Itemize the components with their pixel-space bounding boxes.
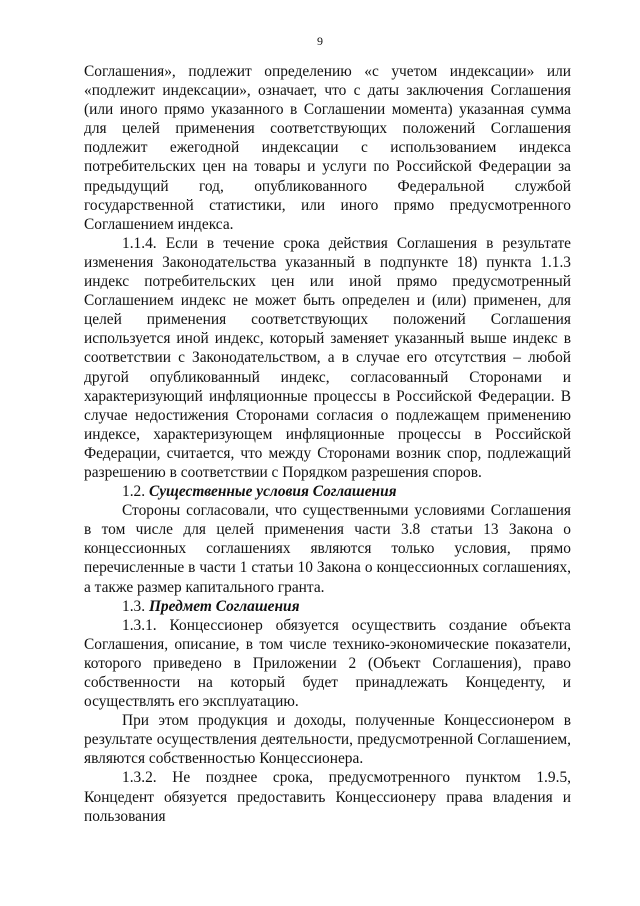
section-title: Предмет Соглашения xyxy=(148,597,300,615)
paragraph-essential-conditions: Стороны согласовали, что существенными условиями Соглашения в том числе для целей применения части 3.8 статьи 13 Закона о концессионных соглашениях являются только условия, прямо перечисленные в части 1 статьи 10 Закона о концессионных соглашениях, а также размер капитального гранта. xyxy=(84,502,571,596)
section-heading-1-3 xyxy=(84,597,571,616)
page-number: 9 xyxy=(317,34,323,48)
paragraph-products-income: При этом продукция и доходы, полученные Концессионером в результате осуществления деятельности, предусмотренной Соглашением, являются собственностью Концессионера. xyxy=(84,712,571,768)
section-number: 1.2. xyxy=(122,483,146,501)
section-heading-1-2 xyxy=(84,482,571,501)
paragraph-1-1-4: 1.1.4. Если в течение срока действия Соглашения в результате изменения Законодательства указанный в подпункте 18) пункта 1.1.3 индекс потребительских цен или иной прямо предусмотренный Соглашением индекс не может быть определен и (или) применен, для целей применения соответствующих положений Соглашения используется иной индекс, который заменяет указанный выше индекс в соответствии с Законодательством, а в случае его отсутствия – любой другой опубликованный индекс, согласованный Сторонами и характеризующий инфляционные процессы в Российской Федерации. В случае недостижения Сторонами согласия о подлежащем применению индексе, характеризующем инфляционные процессы в Российской Федерации, считается, что между Сторонами возник спор, подлежащий разрешению в соответствии с Порядком разрешения споров. xyxy=(84,234,571,481)
paragraph-1-3-2: 1.3.2. Не позднее срока, предусмотренного пунктом 1.9.5, Концедент обязуется предоставить Концессионеру права владения и пользования xyxy=(84,769,571,825)
document-body xyxy=(84,62,571,826)
section-title: Существенные условия Соглашения xyxy=(148,483,397,501)
section-number: 1.3. xyxy=(122,597,146,615)
paragraph-1-3-1: 1.3.1. Концессионер обязуется осуществить создание объекта Соглашения, описание, в том числе технико-экономические показатели, которого приведено в Приложении 2 (Объект Соглашения), право собственности на который будет принадлежать Концеденту, и осуществлять его эксплуатацию. xyxy=(84,616,571,711)
paragraph-indexation-definition: Соглашения», подлежит определению «с учетом индексации» или «подлежит индексации», означает, что с даты заключения Соглашения (или иного прямо указанного в Соглашении момента) указанная сумма для целей применения соответствующих положений Соглашения подлежит ежегодной индексации с использованием индекса потребительских цен на товары и услуги по Российской Федерации за предыдущий год, опубликованного Федеральной службой государственной статистики, или иного прямо предусмотренного Соглашением индекса. xyxy=(84,63,571,233)
